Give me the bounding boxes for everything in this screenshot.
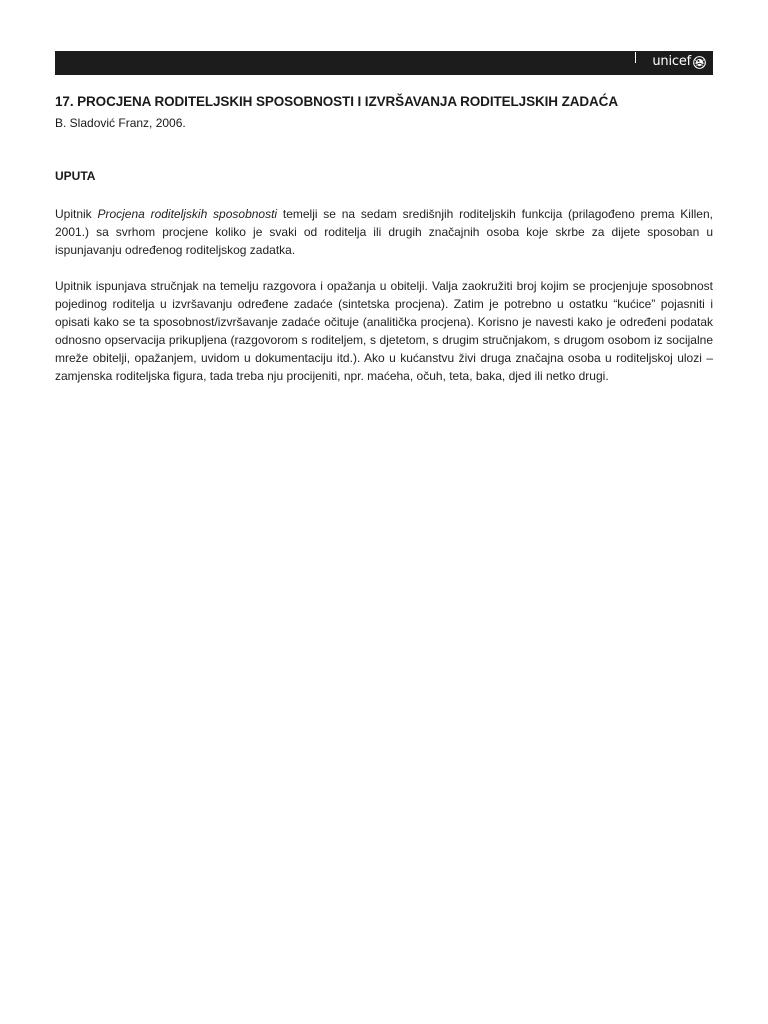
questionnaire-name: Procjena roditeljskih sposobnosti [97,207,278,221]
section-heading: UPUTA [55,169,96,183]
unicef-emblem-icon [693,56,706,69]
unicef-logo [652,54,706,70]
paragraph-rest: temelji se na sedam središnjih roditeljskih funkcija (prilagođeno prema Killen, 2001.) sa svrhom procjene koliko je svaki od roditelja ili drugih značajnih osoba koje skrbe za dijete sposoban u ispunjavanju određenog roditeljskog zadatka. [55,207,713,257]
paragraph-lead: Upitnik [55,207,98,221]
header-bar [55,51,713,75]
header-divider [635,52,636,63]
document-title: 17. PROCJENA RODITELJSKIH SPOSOBNOSTI I IZVRŠAVANJA RODITELJSKIH ZADAĆA [55,94,618,109]
instructions-paragraph-1 [55,205,713,259]
logo-text: unicef [652,54,691,69]
instructions-paragraph-2: Upitnik ispunjava stručnjak na temelju razgovora i opažanja u obitelji. Valja zaokružiti broj kojim se procjenjuje sposobnost pojedinog roditelja u izvršavanju određene zadaće (sintetska procjena). Zatim je potrebno u ostatku “kućice” pojasniti i opisati kako se ta sposobnost/izvršavanje zadaće očituje (analitička procjena). Korisno je navesti kako je određeni podatak odnosno opservacija prikupljena (razgovorom s roditeljem, s djetetom, s drugim stručnjakom, s drugom osobom iz socijalne mreže obitelji, opažanjem, uvidom u dokumentaciju itd.). Ako u kućanstvu živi druga značajna osoba u roditeljskoj ulozi – zamjenska roditeljska figura, tada treba nju procijeniti, npr. maćeha, očuh, teta, baka, djed ili netko drugi. [55,279,713,383]
document-author: B. Sladović Franz, 2006. [55,116,186,130]
